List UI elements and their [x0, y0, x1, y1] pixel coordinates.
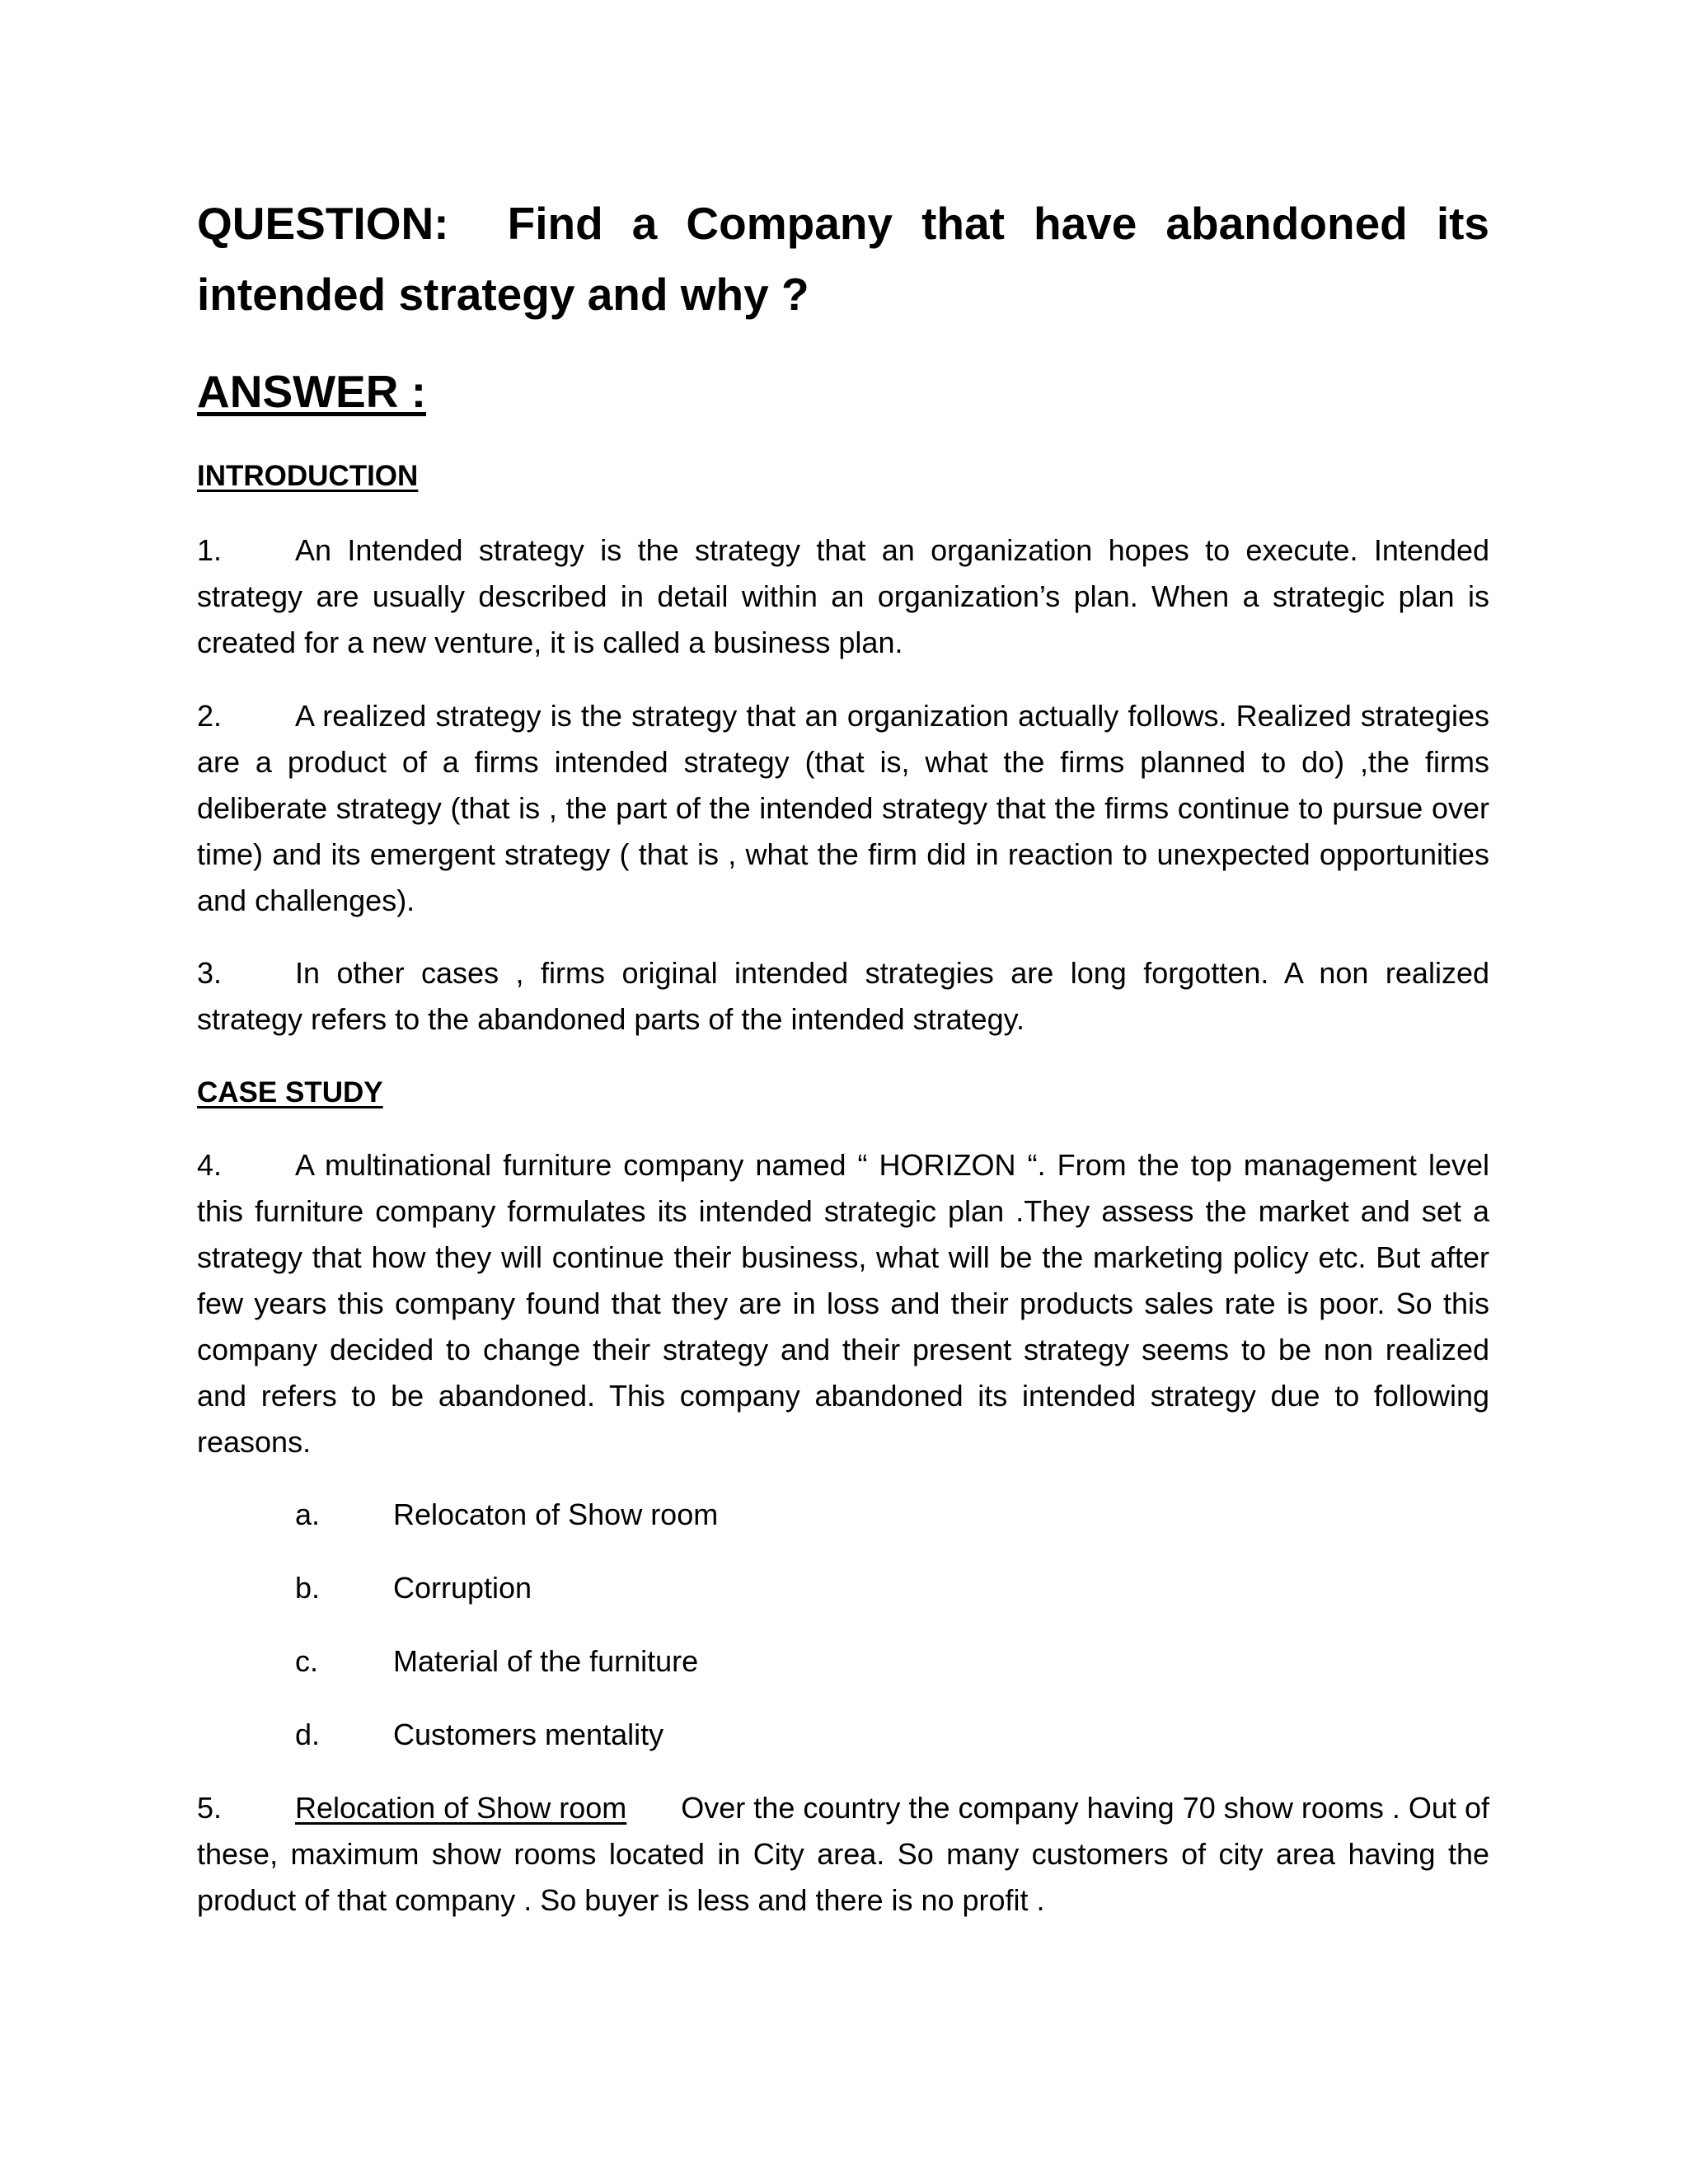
paragraph-number: 5. — [197, 1791, 223, 1825]
paragraph-4 — [197, 1142, 1489, 1465]
paragraph-3 — [197, 950, 1489, 1043]
reason-letter: d. — [295, 1718, 321, 1751]
question-title — [197, 188, 1489, 330]
reason-letter: c. — [295, 1644, 319, 1678]
paragraph-text: In other cases , firms original intended strategies are long forgotten. A non realized strategy refers to the abandoned parts of the intended strategy. — [197, 956, 1489, 1036]
reason-text: Customers mentality — [393, 1718, 664, 1751]
reason-item — [295, 1565, 532, 1611]
paragraph-text: Over the country the company having 70 show rooms . Out of these, maximum show rooms located in City area. So many customers of city area having the product of that company . So buyer is less and there is no profit . — [197, 1791, 1489, 1917]
paragraph-2 — [197, 693, 1489, 924]
reason-letter: b. — [295, 1571, 321, 1605]
reason-item — [295, 1712, 663, 1758]
paragraph-number: 1. — [197, 533, 223, 567]
paragraph-number: 3. — [197, 956, 223, 990]
reason-item — [295, 1638, 698, 1685]
reason-text: Material of the furniture — [393, 1644, 699, 1678]
question-label: QUESTION: — [197, 198, 449, 249]
case-study-heading: CASE STUDY — [197, 1076, 383, 1108]
reason-text: Corruption — [393, 1571, 532, 1605]
paragraph-text: An Intended strategy is the strategy that an organization hopes to execute. Intended strategy are usually described in detail within an organization’s plan. When a strategic plan is created for a new venture, it is called a business plan. — [197, 533, 1489, 659]
paragraph-5 — [197, 1785, 1489, 1924]
answer-heading: ANSWER : — [197, 366, 427, 417]
reason-item — [295, 1492, 718, 1538]
question-text: Find a Company that have abandoned its intended strategy and why ? — [197, 198, 1490, 320]
paragraph-text: A multinational furniture company named “ HORIZON “. From the top management level this furniture company formulates its intended strategic plan .They assess the market and set a strategy that how they will continue their business, what will be the marketing policy etc. But after few years this company found that they are in loss and their products sales rate is poor. So this company decided to change their strategy and their present strategy seems to be non realized and refers to be abandoned. This company abandoned its intended strategy due to following reasons. — [197, 1148, 1489, 1459]
paragraph-number: 4. — [197, 1148, 223, 1182]
paragraph-text: A realized strategy is the strategy that an organization actually follows. Realized strategies are a product of a firms intended strategy (that is, what the firms planned to do) ,the firms deliberate strategy (that is , the part of the intended strategy that the firms continue to pursue over time) and its emergent strategy ( that is , what the firm did in reaction to unexpected opportunities and challenges). — [197, 699, 1489, 917]
paragraph-subtitle: Relocation of Show room — [295, 1791, 627, 1825]
paragraph-number: 2. — [197, 699, 223, 733]
introduction-heading: INTRODUCTION — [197, 460, 419, 492]
paragraph-1 — [197, 527, 1489, 666]
reason-text: Relocaton of Show room — [393, 1497, 719, 1531]
reason-letter: a. — [295, 1497, 321, 1531]
